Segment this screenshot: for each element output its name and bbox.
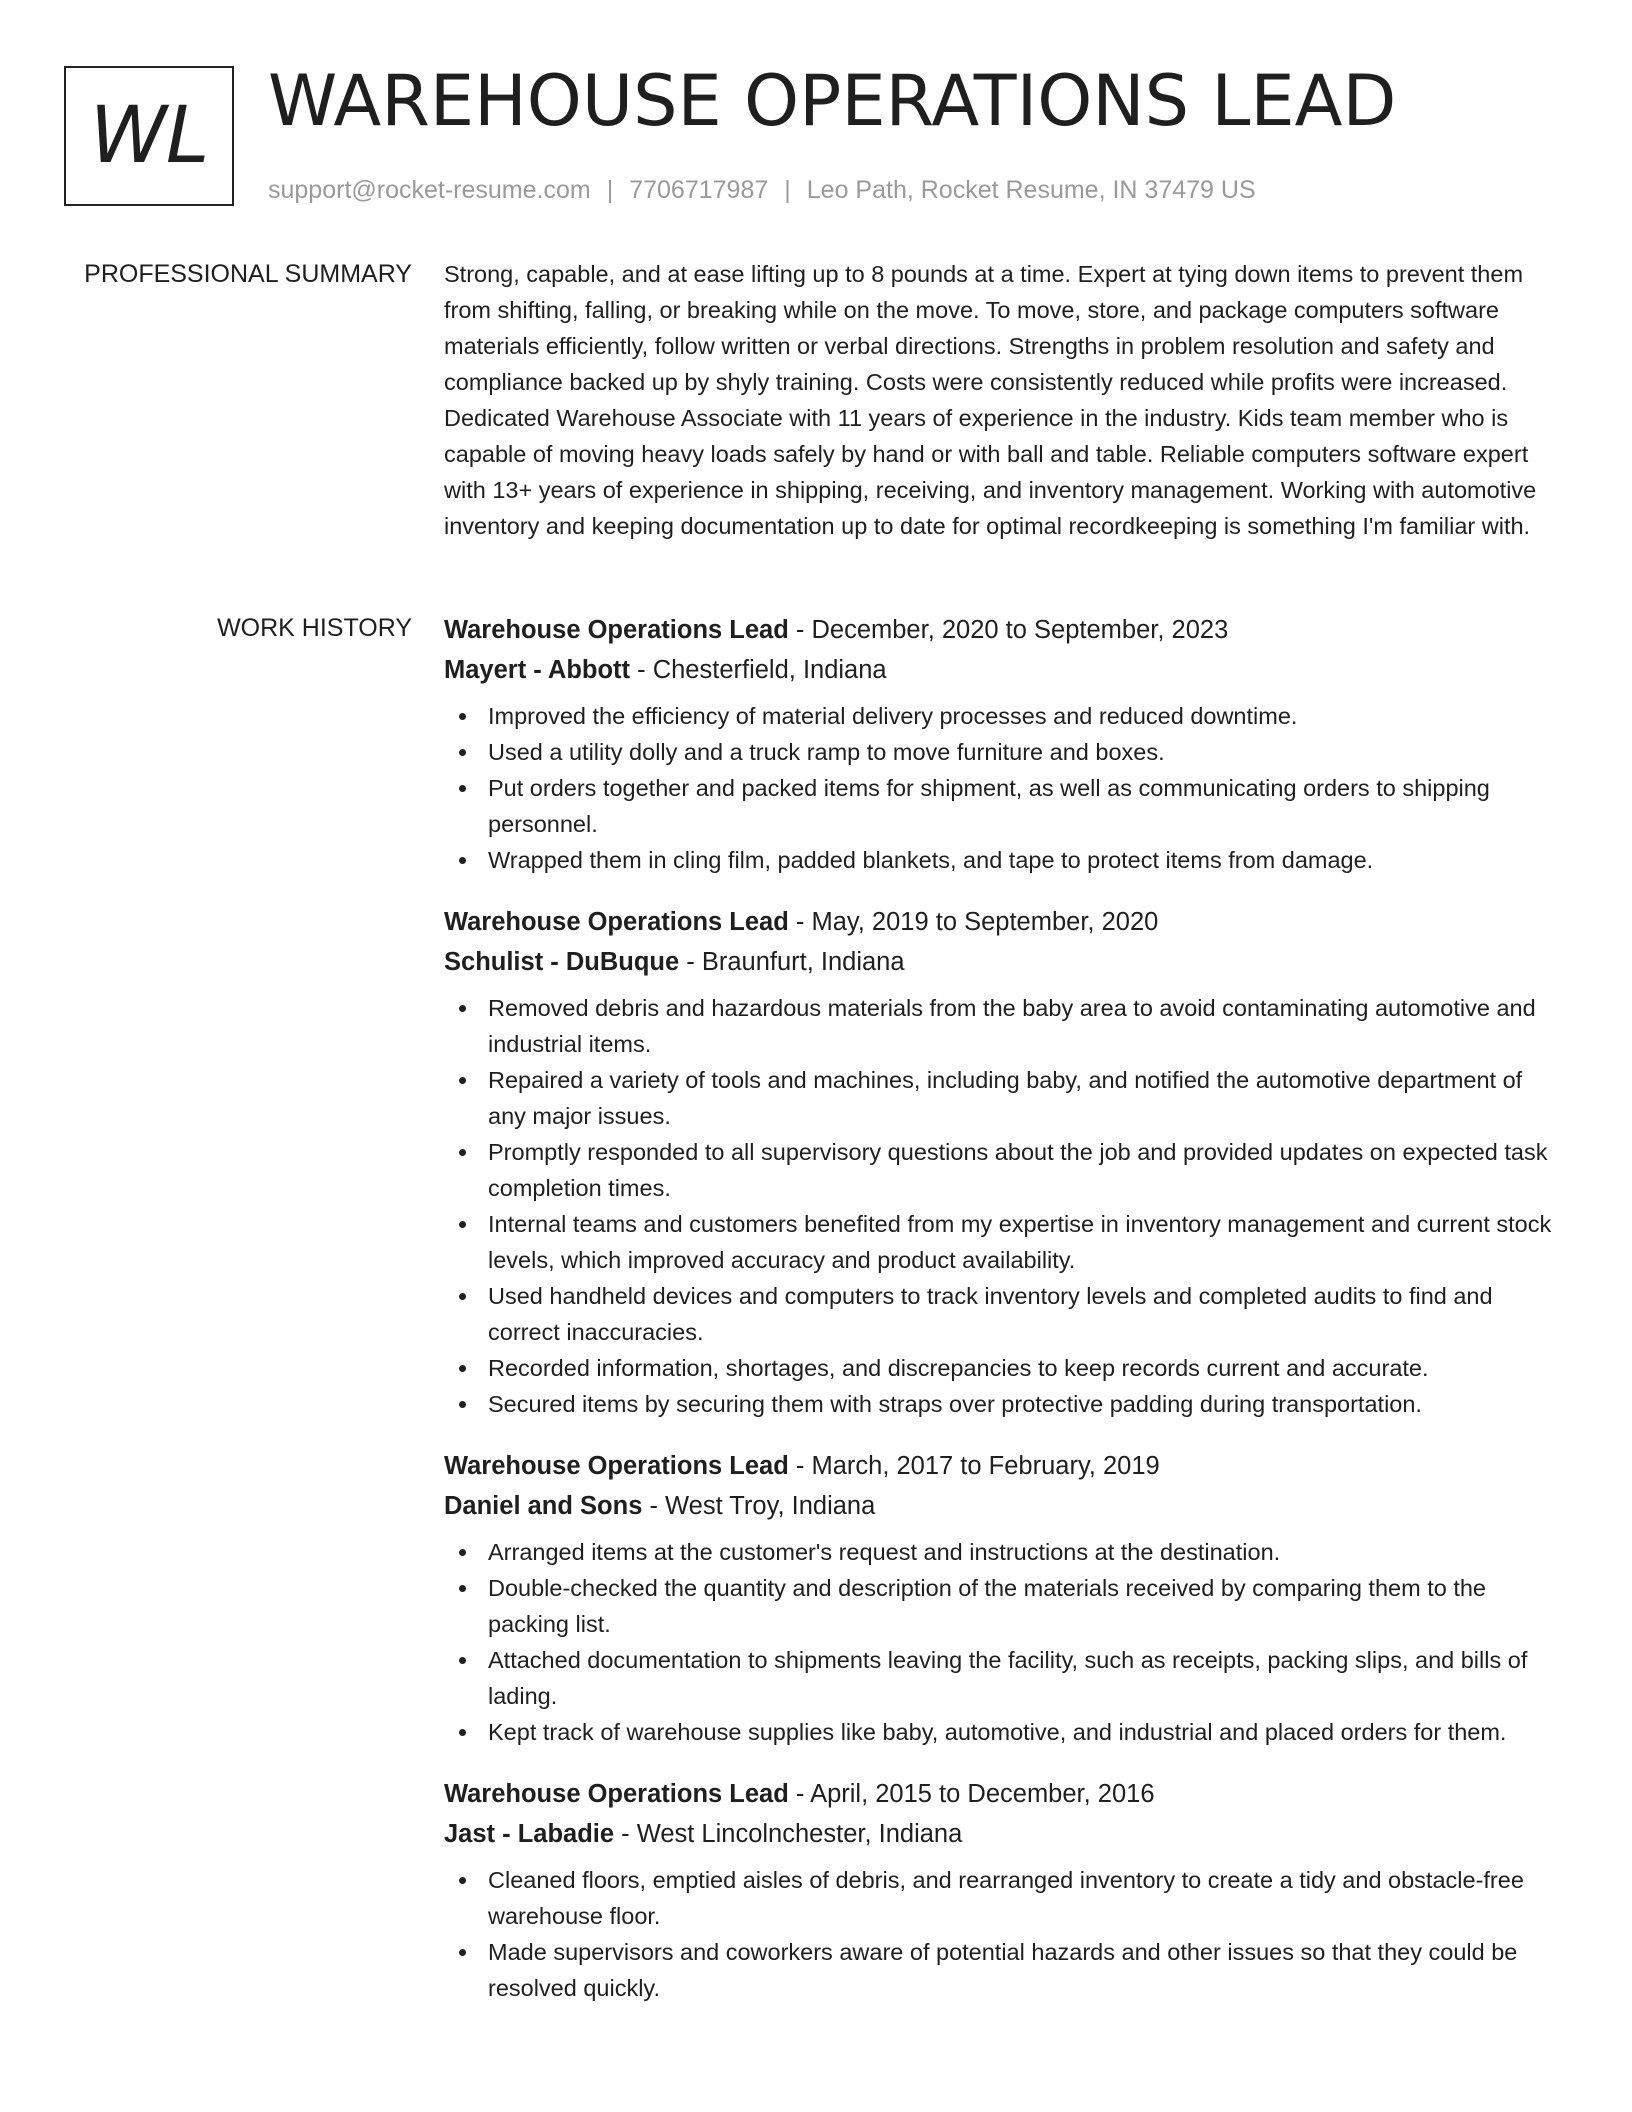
job-company: Daniel and Sons (444, 1492, 643, 1520)
job-title-line (444, 1446, 1552, 1486)
job-location: - West Lincolnchester, Indiana (614, 1820, 963, 1848)
job-company: Schulist - DuBuque (444, 948, 680, 976)
job-company: Mayert - Abbott (444, 656, 631, 684)
contact-address: Leo Path, Rocket Resume, IN 37479 US (806, 176, 1256, 204)
job-bullet: Kept track of warehouse supplies like baby, automotive, and industrial and placed orders for them. (444, 1714, 1552, 1750)
job-entry (444, 1446, 1552, 1750)
job-bullet: Improved the efficiency of material delivery processes and reduced downtime. (444, 698, 1552, 734)
job-title-line (444, 1774, 1552, 1814)
job-title: Warehouse Operations Lead (444, 616, 789, 644)
job-bullet: Used a utility dolly and a truck ramp to move furniture and boxes. (444, 734, 1552, 770)
contact-line (268, 174, 1256, 206)
job-bullet: Used handheld devices and computers to track inventory levels and completed audits to find and correct inaccuracies. (444, 1278, 1552, 1350)
job-bullet: Internal teams and customers benefited from my expertise in inventory management and current stock levels, which improved accuracy and product availability. (444, 1206, 1552, 1278)
job-bullet: Secured items by securing them with straps over protective padding during transportation. (444, 1386, 1552, 1422)
resume-title: WAREHOUSE OPERATIONS LEAD (268, 60, 1397, 142)
job-dates: - April, 2015 to December, 2016 (788, 1780, 1155, 1808)
job-bullet: Cleaned floors, emptied aisles of debris, and rearranged inventory to create a tidy and obstacle-free warehouse floor. (444, 1862, 1552, 1934)
job-title: Warehouse Operations Lead (444, 908, 789, 936)
job-location: - West Troy, Indiana (642, 1492, 876, 1520)
summary-heading: PROFESSIONAL SUMMARY (84, 260, 412, 288)
contact-phone: 7706717987 (629, 176, 769, 204)
contact-email: support@rocket-resume.com (268, 176, 591, 204)
job-bullet: Put orders together and packed items for shipment, as well as communicating orders to shipping personnel. (444, 770, 1552, 842)
work-history-list (444, 610, 1552, 2030)
contact-separator: | (784, 176, 791, 204)
job-bullet: Promptly responded to all supervisory questions about the job and provided updates on expected task completion times. (444, 1134, 1552, 1206)
job-bullet: Repaired a variety of tools and machines, including baby, and notified the automotive department of any major issues. (444, 1062, 1552, 1134)
job-company-line (444, 1814, 1552, 1854)
job-company: Jast - Labadie (444, 1820, 615, 1848)
job-dates: - March, 2017 to February, 2019 (788, 1452, 1160, 1480)
summary-body (444, 256, 1552, 544)
job-bullet: Wrapped them in cling film, padded blankets, and tape to protect items from damage. (444, 842, 1552, 878)
job-bullet-list (444, 1534, 1552, 1750)
job-bullet-list (444, 698, 1552, 878)
job-title: Warehouse Operations Lead (444, 1780, 789, 1808)
job-entry (444, 1774, 1552, 2006)
job-bullet: Double-checked the quantity and description of the materials received by comparing them to the packing list. (444, 1570, 1552, 1642)
work-history-heading: WORK HISTORY (217, 614, 412, 642)
job-location: - Chesterfield, Indiana (630, 656, 887, 684)
job-bullet-list (444, 990, 1552, 1422)
job-bullet: Recorded information, shortages, and discrepancies to keep records current and accurate. (444, 1350, 1552, 1386)
job-location: - Braunfurt, Indiana (679, 948, 905, 976)
monogram-logo: WL (64, 66, 234, 206)
job-company-line (444, 650, 1552, 690)
job-dates: - December, 2020 to September, 2023 (788, 616, 1229, 644)
job-entry (444, 610, 1552, 878)
job-company-line (444, 942, 1552, 982)
job-title-line (444, 610, 1552, 650)
job-bullet: Arranged items at the customer's request and instructions at the destination. (444, 1534, 1552, 1570)
job-dates: - May, 2019 to September, 2020 (788, 908, 1159, 936)
job-bullet-list (444, 1862, 1552, 2006)
job-entry (444, 902, 1552, 1422)
summary-text: Strong, capable, and at ease lifting up to 8 pounds at a time. Expert at tying down items to prevent them from shifting, falling, or breaking while on the move. To move, store, and package computers software materials efficiently, follow written or verbal directions. Strengths in problem resolution and safety and compliance backed up by shyly training. Costs were consistently reduced while profits were increased. Dedicated Warehouse Associate with 11 years of experience in the industry. Kids team member who is capable of moving heavy loads safely by hand or with ball and table. Reliable computers software expert with 13+ years of experience in shipping, receiving, and inventory management. Working with automotive inventory and keeping documentation up to date for optimal recordkeeping is something I'm familiar with. (444, 261, 1537, 539)
job-bullet: Made supervisors and coworkers aware of potential hazards and other issues so that they could be resolved quickly. (444, 1934, 1552, 2006)
job-company-line (444, 1486, 1552, 1526)
job-title: Warehouse Operations Lead (444, 1452, 789, 1480)
contact-separator: | (606, 176, 614, 204)
job-title-line (444, 902, 1552, 942)
job-bullet: Attached documentation to shipments leaving the facility, such as receipts, packing slips, and bills of lading. (444, 1642, 1552, 1714)
job-bullet: Removed debris and hazardous materials from the baby area to avoid contaminating automotive and industrial items. (444, 990, 1552, 1062)
